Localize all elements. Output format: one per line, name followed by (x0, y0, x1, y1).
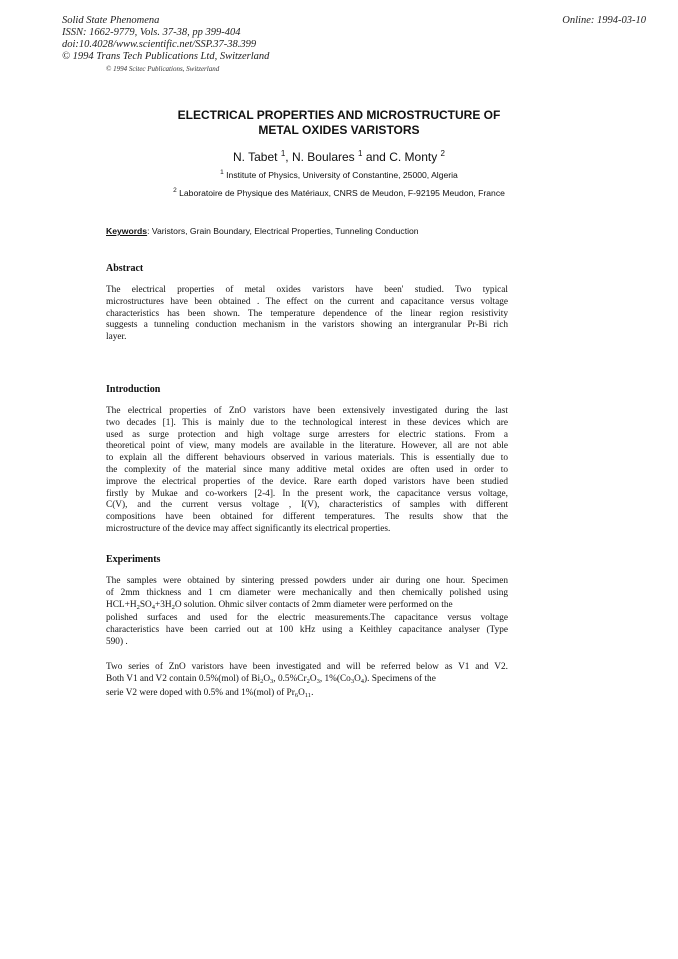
experiments-heading: Experiments (106, 554, 161, 565)
abstract-line: characteristics has been shown. The temperature dependence of the linear region resistivity (106, 308, 508, 319)
exp-line: characteristics have been carried out at 100 kHz using a Keithley capacitance analyser (Type (106, 625, 508, 636)
formula-text: O (298, 687, 305, 698)
exp-line-formula (106, 688, 508, 702)
copyright-line: © 1994 Trans Tech Publications Ltd, Switzerland (62, 51, 270, 62)
formula-text: serie V2 were doped with 0.5% and 1%(mol) of Pr (106, 687, 295, 698)
formula-text: O (263, 673, 271, 684)
affiliation-2-marker: 2 (173, 187, 177, 194)
exp-line: polished surfaces and used for the electric measurements.The capacitance versus voltage (106, 613, 508, 624)
publication-header (62, 15, 269, 63)
intro-line: used as surge protection and high voltage surge arresters for electric stations. From a (106, 429, 508, 440)
formula-text: ). Specimens of the (364, 673, 436, 684)
formula-text: Both V1 and V2 contain 0.5%(mol) of Bi (106, 673, 261, 684)
exp-line: 590) . (106, 636, 128, 647)
experiments-paragraph-2 (106, 662, 508, 701)
paper-title (60, 108, 618, 137)
abstract-body (106, 285, 508, 344)
exp-line-formula (106, 600, 508, 614)
author-3-affil: 2 (440, 149, 445, 158)
keywords (106, 226, 419, 236)
issn-line: ISSN: 1662-9779, Vols. 37-38, pp 399-404 (62, 27, 241, 38)
formula-text: , 1%(Co (319, 673, 351, 684)
subscript: 2 (171, 603, 175, 611)
affiliation-2 (60, 187, 618, 198)
formula-text: HCL+H (106, 599, 137, 610)
exp-line-formula (106, 674, 508, 688)
intro-line: theoretical point of view, many models are available in the literature. However, all are not able (106, 441, 508, 452)
intro-line: compositions have been obtained for different temperatures. The results show that the (106, 512, 508, 523)
subscript: 2 (306, 677, 310, 685)
author-separator: , (285, 150, 289, 164)
author-list (60, 149, 618, 164)
abstract-line: microstructures have been obtained . The effect on the current and capacitance versus voltage (106, 296, 508, 307)
experiments-paragraph-1 (106, 576, 508, 649)
subscript: 3 (350, 677, 355, 685)
intro-line: two decades [1]. This is mainly due to the technological interest in these devices which are (106, 417, 508, 428)
keywords-label: Keywords (106, 226, 148, 236)
formula-text: SO (139, 599, 152, 610)
subscript: 6 (294, 691, 299, 699)
author-1-affil: 1 (280, 149, 286, 158)
subscript: 2 (260, 677, 264, 685)
formula-text: , 0.5%Cr (273, 673, 307, 684)
author-3: C. Monty (389, 150, 438, 164)
intro-line: improve the electrical properties of the device. Rare earth doped varistors have been studied (106, 476, 508, 487)
subscript: 4 (360, 677, 365, 685)
author-2: N. Boulares (291, 150, 355, 164)
affiliation-2-text: Laboratoire de Physique des Matériaux, CNRS de Meudon, F-92195 Meudon, France (179, 187, 505, 198)
doi-line[interactable]: doi:10.4028/www.scientific.net/SSP.37-38.399 (62, 39, 257, 50)
formula-text: O (354, 673, 361, 684)
intro-line: firstly by Mukae and co-workers [2-4]. In the present work, the capacitance versus voltage, (106, 488, 508, 499)
abstract-line: The electrical properties of metal oxides varistors have been' studied. Two typical (106, 285, 508, 295)
affiliation-1 (60, 169, 618, 180)
intro-line: to explain all the different behaviours observed in various materials. This is essentially due to (106, 453, 508, 464)
subscript: 3 (316, 677, 320, 685)
formula-text: . (311, 687, 314, 698)
introduction-heading: Introduction (106, 384, 161, 395)
exp-line: Two series of ZnO varistors have been investigated and will be referred below as V1 and V2. (106, 662, 508, 672)
journal-name: Solid State Phenomena (62, 15, 160, 26)
author-and: and (365, 150, 386, 164)
author-2-affil: 1 (358, 149, 363, 158)
formula-text: +3H (154, 599, 172, 610)
exp-line: The samples were obtained by sintering pressed powders under air during one hour. Specimen (106, 576, 508, 586)
affiliation-1-text: Institute of Physics, University of Constantine, 25000, Algeria (226, 169, 458, 180)
exp-line: of 2mm thickness and 1 cm diameter were mechanically and then chemically polished using (106, 587, 508, 598)
intro-line: the complexity of the material since many additive metal oxides are often used in order to (106, 464, 508, 475)
subscript: 4 (151, 603, 155, 611)
scitec-copyright: © 1994 Scitec Publications, Switzerland (106, 65, 220, 73)
abstract-heading: Abstract (106, 263, 144, 274)
title-line-1: ELECTRICAL PROPERTIES AND MICROSTRUCTURE OF (177, 108, 501, 122)
author-1: N. Tabet (233, 150, 278, 164)
keywords-text: : Varistors, Grain Boundary, Electrical Properties, Tunneling Conduction (147, 226, 419, 236)
subscript: 3 (270, 677, 274, 685)
online-date: Online: 1994-03-10 (562, 15, 646, 26)
intro-line: The electrical properties of ZnO varistors have been extensively investigated during the last (106, 406, 508, 416)
subscript: 11 (304, 691, 312, 699)
intro-line: microstructure of the device may affect significantly its electrical properties. (106, 523, 391, 534)
affiliation-1-marker: 1 (220, 169, 224, 176)
abstract-line: suggests a tunneling conduction mechanism in the varistors showing an intergranular Pr-Bi rich (106, 320, 508, 331)
abstract-line: layer. (106, 332, 127, 343)
title-line-2: METAL OXIDES VARISTORS (258, 122, 420, 137)
formula-text: O (309, 673, 317, 684)
formula-text: O solution. Ohmic silver contacts of 2mm diameter were performed on the (174, 599, 453, 610)
intro-line: C(V), and the current versus voltage , I(V), characteristics of samples with different (106, 500, 508, 511)
introduction-body (106, 406, 508, 536)
subscript: 2 (136, 603, 140, 611)
